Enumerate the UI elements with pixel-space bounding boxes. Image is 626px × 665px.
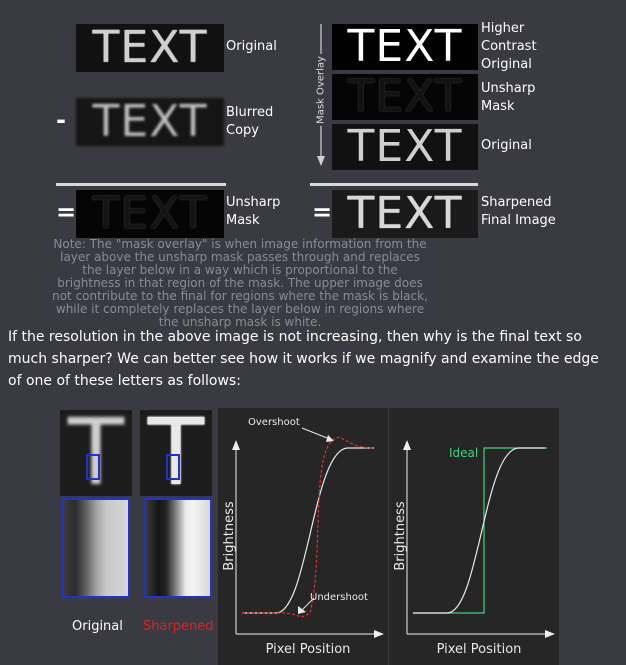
x-axis-arrow (374, 630, 384, 638)
ideal-curve (413, 448, 547, 613)
right-unsharp-mask-text-box: TEXT (332, 74, 478, 120)
original-curve (242, 448, 374, 613)
label-original: Original (226, 39, 277, 54)
original-curve (413, 448, 545, 613)
higher-contrast-text-box: TEXT (332, 24, 478, 70)
label-higher-contrast-original: Higher Contrast Original (481, 21, 537, 72)
mask-overlay-label: Mask Overlay (315, 56, 327, 124)
overshoot-annotation: Overshoot (248, 417, 300, 428)
label-right-unsharp-mask: Unsharp Mask (481, 81, 536, 114)
left-unsharp-mask-text-box: TEXT (76, 190, 224, 238)
y-axis-label: Brightness (222, 501, 237, 571)
ideal-annotation: Ideal (449, 446, 479, 460)
mask-overlay-note: Note: The "mask overlay" is when image information from the layer above the unsharp mask passes through and replaces the layer below in a way which is proportional to the brightness in that region of the mask. The upper image does not contribute to the final for regions where the mask is black, while it completely replaces the layer below in regions where the unsharp mask is white. (52, 237, 428, 329)
minus-sign: - (56, 106, 66, 134)
sharpened-letter: T (147, 410, 205, 496)
sharpened-curve (242, 438, 374, 617)
ideal-chart (389, 408, 559, 665)
explanation-paragraph: If the resolution in the above image is not increasing, then why is the final text so much sharper? We can better see how it works if we magnify and examine the edge of one of these letters as follows: (8, 329, 599, 389)
original-magnify-region (86, 454, 100, 480)
label-blurred-copy: Blurred Copy (226, 105, 274, 138)
y-axis-arrow (232, 440, 240, 450)
label-sharpened-final: Sharpened Final Image (481, 195, 556, 228)
label-left-unsharp-mask: Unsharp Mask (226, 195, 281, 228)
x-axis-label: Pixel Position (436, 642, 522, 657)
sharpened-letter-thumbnail (140, 410, 212, 496)
sharpened-zoomed-edge (144, 498, 212, 598)
left-sum-line (56, 183, 226, 186)
label-magnify-sharpened: Sharpened (143, 619, 214, 634)
sharpened-final-text-box: TEXT (332, 190, 478, 238)
original-letter: T (67, 410, 125, 496)
sharpening-chart (218, 408, 388, 665)
label-right-original: Original (481, 138, 532, 153)
label-magnify-original: Original (72, 619, 123, 634)
original-letter-thumbnail (60, 410, 132, 496)
original-zoomed-edge (62, 498, 130, 598)
right-sum-line (310, 183, 478, 186)
right-original-text-box: TEXT (332, 124, 478, 170)
blurred-copy-text-box: TEXT (76, 98, 224, 146)
y-axis-arrow (403, 440, 411, 450)
original-text-box: TEXT (76, 24, 224, 72)
sharpened-magnify-region (166, 454, 180, 480)
right-equals-sign: = (312, 198, 333, 226)
x-axis-arrow (545, 630, 555, 638)
undershoot-annotation: Undershoot (310, 592, 368, 603)
x-axis-label: Pixel Position (265, 642, 351, 657)
left-equals-sign: = (56, 198, 77, 226)
y-axis-label: Brightness (393, 501, 408, 571)
